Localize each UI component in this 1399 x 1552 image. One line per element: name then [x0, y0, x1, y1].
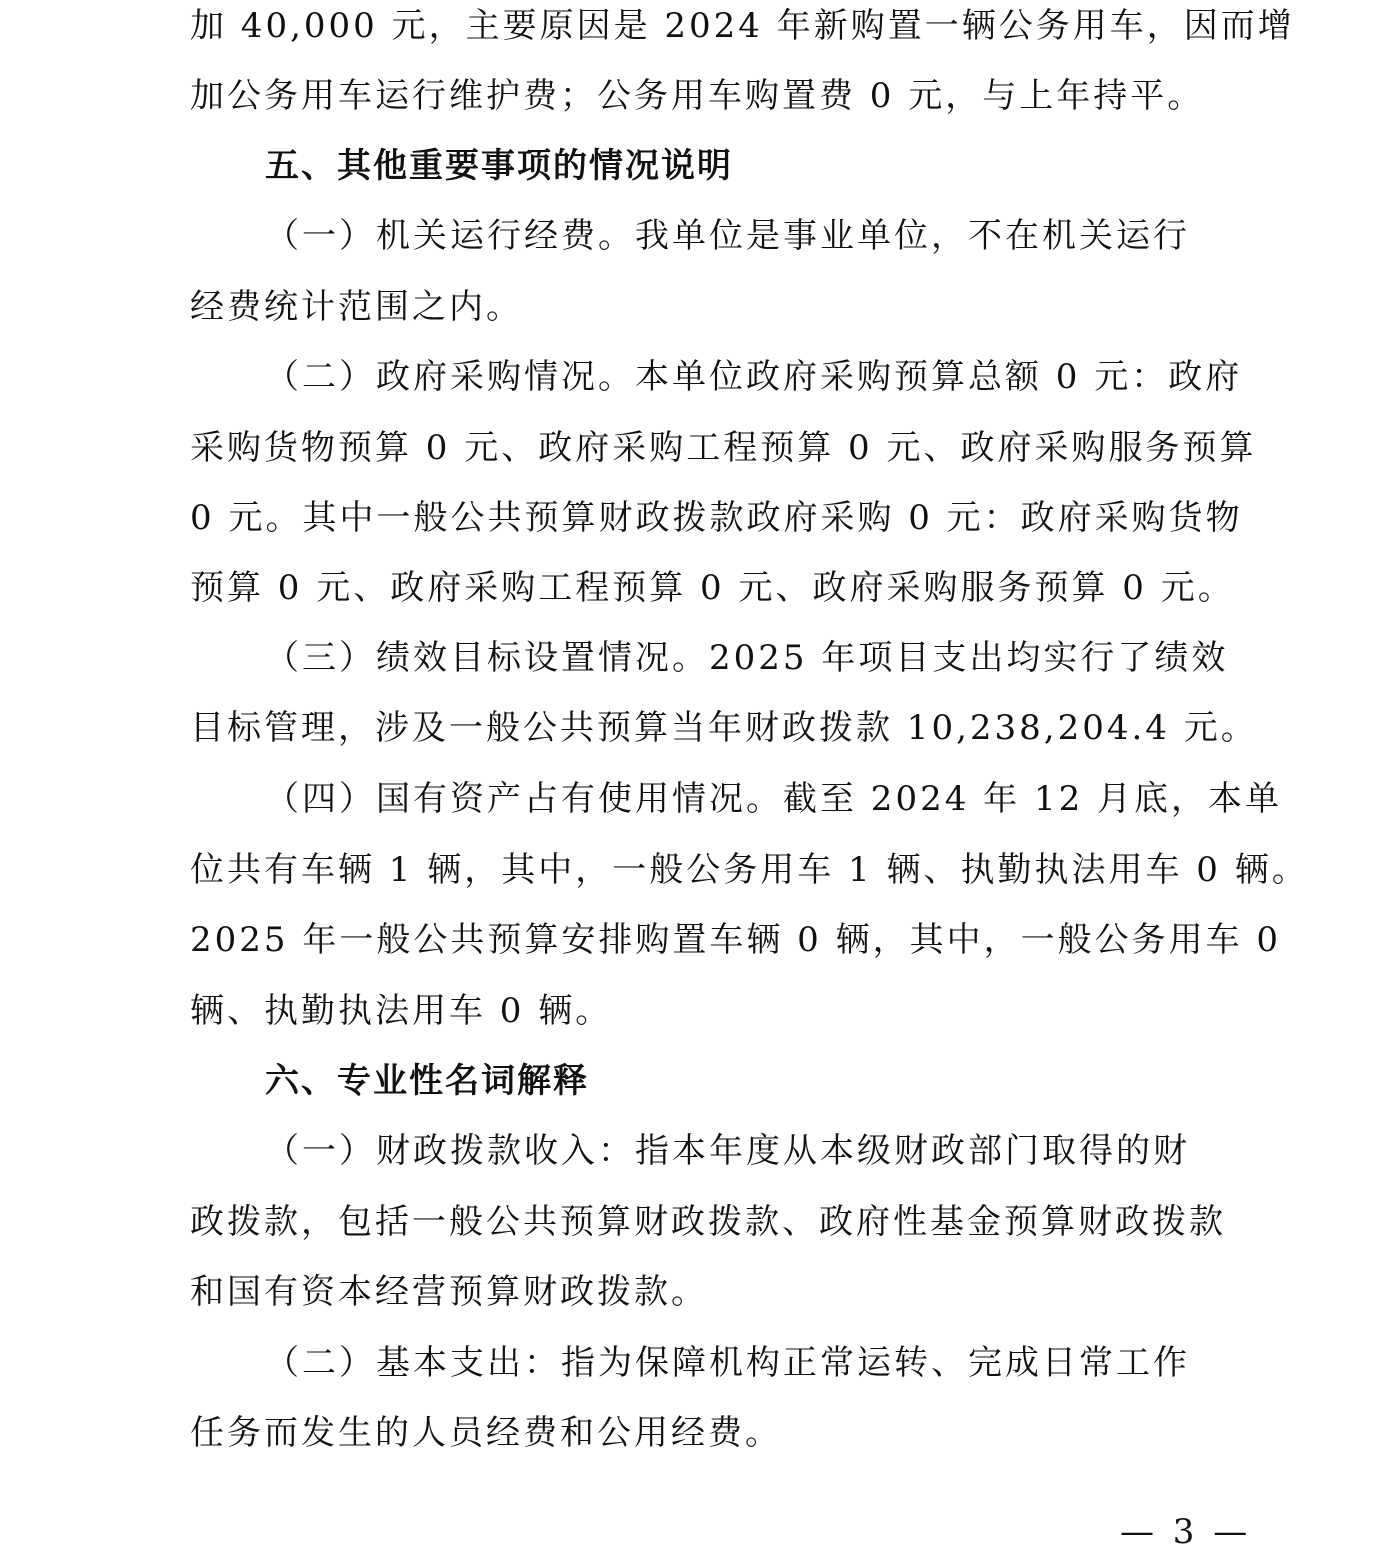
paragraph-line: 辆、执勤执法用车 0 辆。: [190, 991, 613, 1031]
paragraph-line: （一）机关运行经费。我单位是事业单位，不在机关运行: [265, 216, 1190, 256]
paragraph-line: （二）基本支出：指为保障机构正常运转、完成日常工作: [265, 1343, 1190, 1383]
paragraph-line: （四）国有资产占有使用情况。截至 2024 年 12 月底，本单: [265, 779, 1283, 819]
paragraph-line: 经费统计范围之内。: [190, 287, 523, 327]
paragraph-line: 0 元。其中一般公共预算财政拨款政府采购 0 元：政府采购货物: [190, 498, 1243, 538]
paragraph-line: 2025 年一般公共预算安排购置车辆 0 辆，其中，一般公务用车 0: [190, 920, 1282, 960]
paragraph-line: 和国有资本经营预算财政拨款。: [190, 1272, 708, 1312]
paragraph-line: 加 40,000 元，主要原因是 2024 年新购置一辆公务用车，因而增: [190, 6, 1295, 46]
paragraph-line: （一）财政拨款收入：指本年度从本级财政部门取得的财: [265, 1131, 1190, 1171]
paragraph-line: （三）绩效目标设置情况。2025 年项目支出均实行了绩效: [265, 638, 1229, 678]
paragraph-line: 任务而发生的人员经费和公用经费。: [190, 1413, 782, 1453]
paragraph-line: 预算 0 元、政府采购工程预算 0 元、政府采购服务预算 0 元。: [190, 568, 1235, 608]
paragraph-line: 政拨款，包括一般公共预算财政拨款、政府性基金预算财政拨款: [190, 1202, 1226, 1242]
paragraph-line: 位共有车辆 1 辆，其中，一般公务用车 1 辆、执勤执法用车 0 辆。: [190, 850, 1309, 890]
paragraph-line: 加公务用车运行维护费；公务用车购置费 0 元，与上年持平。: [190, 76, 1205, 116]
page-number: — 3 —: [1120, 1512, 1252, 1552]
paragraph-line: 目标管理，涉及一般公共预算当年财政拨款 10,238,204.4 元。: [190, 708, 1258, 748]
section-heading: 五、其他重要事项的情况说明: [265, 146, 733, 186]
paragraph-line: （二）政府采购情况。本单位政府采购预算总额 0 元：政府: [265, 357, 1243, 397]
paragraph-line: 采购货物预算 0 元、政府采购工程预算 0 元、政府采购服务预算: [190, 428, 1257, 468]
section-heading: 六、专业性名词解释: [265, 1061, 589, 1101]
